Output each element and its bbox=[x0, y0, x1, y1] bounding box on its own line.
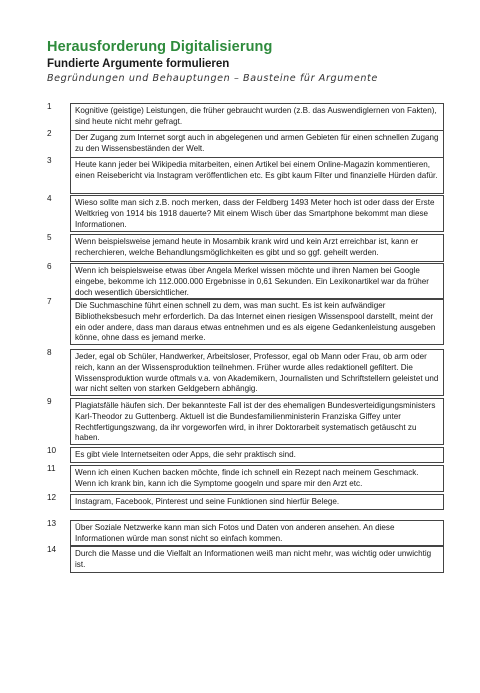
item-number: 4 bbox=[47, 194, 52, 203]
argument-text: Wenn ich beispielsweise etwas über Angela Merkel wissen möchte und ihren Namen bei Google eingebe, bekomme ich 112.000.000 Ergebnisse in 0,61 Sekunden. Ein Lexikonartikel war da früher doch wesentlich übersichtlicher. bbox=[70, 263, 444, 300]
argument-text: Wieso sollte man sich z.B. noch merken, dass der Feldberg 1493 Meter hoch ist oder dass der Erste Weltkrieg von 1914 bis 1918 dauerte? Mit einem Wisch über das Smartphone bekommt man diese Informationen. bbox=[70, 195, 444, 232]
item-number: 1 bbox=[47, 102, 52, 111]
argument-text: Über Soziale Netzwerke kann man sich Fotos und Daten von anderen ansehen. An diese Informationen würde man sonst nicht so einfach kommen. bbox=[70, 520, 444, 546]
page-subtitle: Fundierte Argumente formulieren bbox=[47, 58, 230, 70]
item-number: 14 bbox=[47, 545, 57, 554]
argument-text: Es gibt viele Internetseiten oder Apps, die sehr praktisch sind. bbox=[70, 447, 444, 463]
item-number: 12 bbox=[47, 493, 57, 502]
argument-text: Heute kann jeder bei Wikipedia mitarbeiten, einen Artikel bei einem Online-Magazin kommentieren, einen Reisebericht via Instagram veröffentlichen etc. Es gibt kaum Filter und finanzielle Hürden dafür. bbox=[70, 157, 444, 194]
item-number: 13 bbox=[47, 519, 57, 528]
argument-text: Plagiatsfälle häufen sich. Der bekannteste Fall ist der des ehemaligen Bundesverteidigungsministers Karl-Theodor zu Guttenberg. Aktuell ist die Bundesfamilienministerin Franziska Giffey unter Rechtfertigungszwang, da ihr vorgeworfen wird, in ihrer Doktorarbeit systematisch getäuscht zu haben. bbox=[70, 398, 444, 445]
page-title: Herausforderung Digitalisierung bbox=[47, 39, 273, 55]
argument-text: Die Suchmaschine führt einen schnell zu dem, was man sucht. Es ist kein aufwändiger Bibliotheksbesuch mehr erforderlich. Da das Internet einen riesigen Wissenspool darstellt, meint der ein oder andere, dass man daraus etwas entnehmen und es als eigene Gedankenleistung ausgeben könne, ohne dass es jemand merke. bbox=[70, 298, 444, 345]
item-number: 11 bbox=[47, 464, 56, 473]
item-number: 7 bbox=[47, 297, 52, 306]
item-number: 10 bbox=[47, 446, 57, 455]
page-tagline: Begründungen und Behauptungen – Bausteine für Argumente bbox=[47, 73, 378, 84]
item-number: 3 bbox=[47, 156, 52, 165]
argument-text: Instagram, Facebook, Pinterest und seine Funktionen sind hierfür Belege. bbox=[70, 494, 444, 510]
argument-text: Jeder, egal ob Schüler, Handwerker, Arbeitsloser, Professor, egal ob Mann oder Frau, ob arm oder reich, kann an der Wissensproduktion teilnehmen. Früher wurde alles redaktionell gefiltert. Die Wissensproduktion wurde oftmals v.a. von Akademikern, Journalisten und Schriftstellern geleistet und war nicht selten von starken Geldgebern abhängig. bbox=[70, 349, 444, 396]
argument-text: Wenn beispielsweise jemand heute in Mosambik krank wird und kein Arzt erreichbar ist, kann er recherchieren, welche Behandlungsmöglichkeiten es gibt und so ggf. geheilt werden. bbox=[70, 234, 444, 262]
item-number: 5 bbox=[47, 233, 52, 242]
argument-text: Der Zugang zum Internet sorgt auch in abgelegenen und armen Gebieten für einen schnellen Zugang zu den Wissensbeständen der Welt. bbox=[70, 130, 444, 158]
item-number: 8 bbox=[47, 348, 52, 357]
argument-text: Wenn ich einen Kuchen backen möchte, finde ich schnell ein Rezept nach meinem Geschmack. Wenn ich krank bin, kann ich die Symptome googeln und spare mir den Arzt etc. bbox=[70, 465, 444, 492]
item-number: 2 bbox=[47, 129, 52, 138]
argument-text: Kognitive (geistige) Leistungen, die früher gebraucht wurden (z.B. das Auswendiglernen von Fakten), sind heute nicht mehr gefragt. bbox=[70, 103, 444, 131]
argument-text: Durch die Masse und die Vielfalt an Informationen weiß man nicht mehr, was wichtig oder unwichtig ist. bbox=[70, 546, 444, 573]
item-number: 6 bbox=[47, 262, 52, 271]
item-number: 9 bbox=[47, 397, 52, 406]
